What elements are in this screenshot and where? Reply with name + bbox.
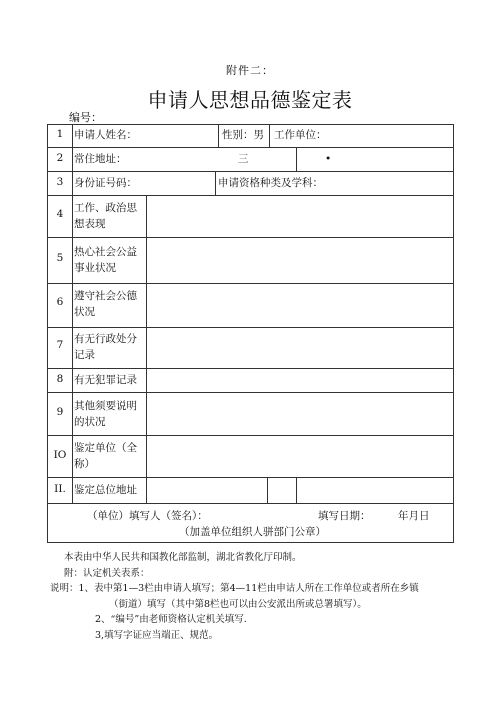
criminal-record-entry[interactable]	[147, 369, 453, 392]
gender-field[interactable]: 性别：男	[222, 129, 264, 141]
official-seal-note: （加盖单位组织人骈部门公章）	[179, 526, 326, 538]
filler-signature-field[interactable]: （单位）填写人（签名）：	[87, 510, 208, 522]
public-welfare-entry[interactable]	[147, 238, 453, 283]
row-number: 4	[56, 208, 64, 220]
attachment-label: 附件二：	[226, 64, 274, 77]
note-line: （街道）填写（其中第8栏也可以由公安派出所或总署填写）。	[109, 598, 367, 610]
row-number: 1	[56, 128, 64, 140]
rule-r1-gender	[218, 124, 219, 147]
rule-r2-mid	[296, 147, 297, 171]
serial-number-label: 编号：	[69, 111, 102, 124]
rule-r3-mid	[215, 171, 216, 195]
row-label: 热心社会公益事业状况	[74, 246, 137, 274]
fill-date-label: 填写日期：	[318, 510, 371, 522]
fill-date-value[interactable]: 年月日	[398, 510, 430, 522]
workplace-field[interactable]: 工作单位：	[274, 129, 327, 141]
appraisal-address-entry[interactable]	[147, 478, 266, 503]
row-number: II.	[54, 483, 66, 495]
rule-right	[453, 124, 454, 543]
rule-bottom	[47, 542, 454, 543]
row-label: 鉴定单位（全称）	[74, 442, 137, 470]
row-number: 6	[56, 296, 64, 308]
form-title: 申请人思想品德鉴定表	[147, 88, 353, 112]
applicant-name-field[interactable]: 申请人姓名：	[74, 129, 137, 141]
rule-r1-workplace	[269, 124, 270, 147]
rule-top	[47, 124, 454, 125]
conduct-entry[interactable]	[147, 196, 453, 237]
row-label: 有无行政处分记录	[74, 333, 137, 361]
address-value-mark: 三	[238, 153, 249, 165]
address-field[interactable]: 常住地址：	[74, 153, 127, 165]
note-line: 附：认定机关表系：	[64, 567, 150, 579]
row-number: IO	[53, 449, 67, 461]
note-line: 本表由中华人民共和国教化部监制，湖北省教化厅印制。	[64, 552, 302, 563]
note-line: 2、“编号”由老师资格认定机关填写.	[95, 614, 247, 625]
disciplinary-record-entry[interactable]	[147, 328, 453, 368]
row-number: 7	[56, 339, 64, 351]
rule-r11-a	[267, 477, 268, 503]
row-label: 遵守社会公德状况	[74, 290, 137, 318]
other-notes-entry[interactable]	[147, 393, 453, 435]
row-number: 3	[56, 176, 64, 188]
rule-r11-b	[296, 477, 297, 503]
qualification-subject-field[interactable]: 申请资格种类及学科：	[218, 177, 323, 189]
rule-1	[47, 147, 454, 148]
rule-2	[47, 171, 454, 172]
row-number: 5	[56, 252, 64, 264]
row-label: 其他须要说明的状况	[74, 400, 137, 428]
social-ethics-entry[interactable]	[147, 284, 453, 327]
row-label: 鉴定总位地址	[74, 484, 137, 496]
row-label: 工作、政治思想表现	[74, 202, 137, 230]
row-label: 有无犯罪记录	[74, 374, 137, 386]
appraisal-form	[47, 124, 454, 543]
row-number: 2	[56, 152, 64, 164]
form-notes	[50, 550, 484, 643]
note-line: 3,填写字证应当端正、规范。	[95, 629, 219, 641]
appraisal-unit-entry[interactable]	[147, 436, 453, 477]
id-number-field[interactable]: 身份证号码：	[74, 177, 137, 189]
note-line: 说明：1、表中第1—3栏由申请人填写；第4—11栏由申诂人所在工作单位或者所在乡镇	[50, 583, 419, 594]
row-number: 8	[56, 373, 64, 385]
rule-11	[47, 503, 454, 504]
row-number: 9	[56, 406, 64, 418]
address-dot-mark: •	[325, 153, 332, 165]
